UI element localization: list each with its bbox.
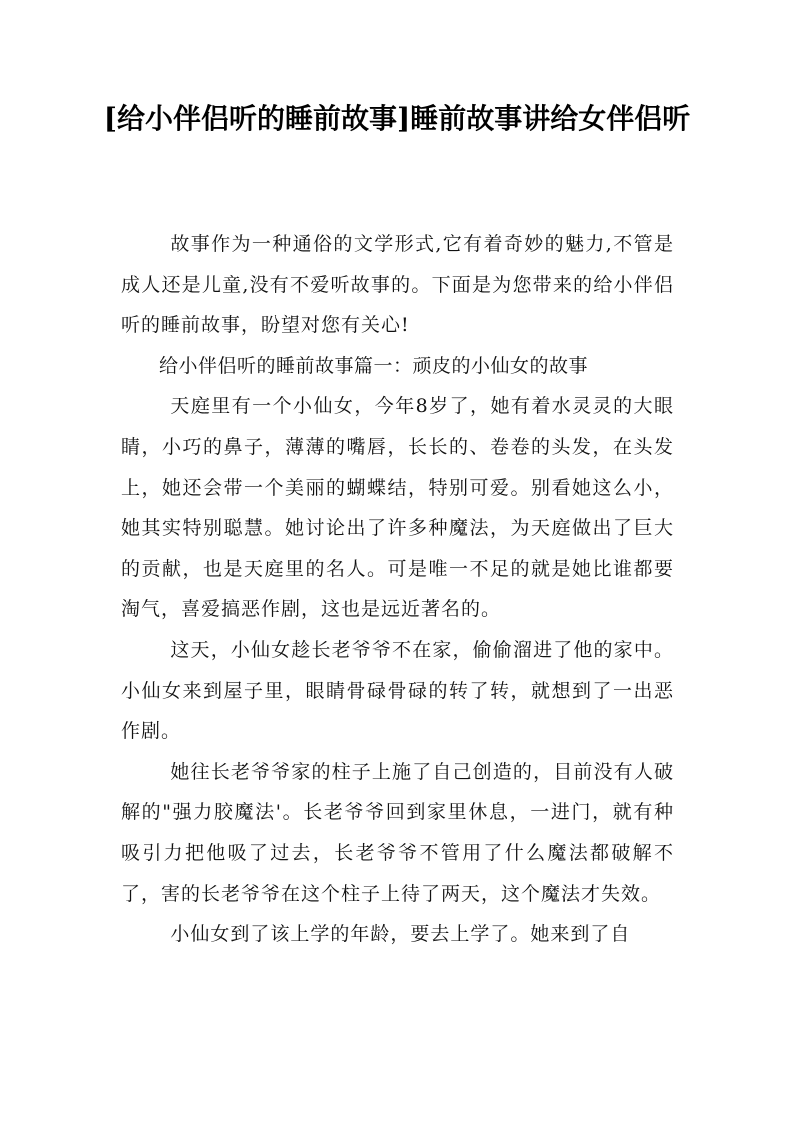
paragraph-story-4: 小仙女到了该上学的年龄，要去上学了。她来到了自: [170, 923, 631, 946]
paragraph-story-3: 她往长老爷爷家的柱子上施了自己创造的，目前没有人破解的"强力胶魔法'。长老爷爷回到家里休息，一进门，就有种吸引力把他吸了过去，长老爷爷不管用了什么魔法都破解不了，害的长老爷爷在这个柱子上待了两天，这个魔法才失效。: [121, 760, 674, 905]
document-body: [121, 224, 674, 955]
paragraph-story-2: 这天，小仙女趁长老爷爷不在家，偷偷溜进了他的家中。小仙女来到屋子里，眼睛骨碌骨碌的转了转，就想到了一出恶作剧。: [121, 638, 674, 743]
document-title: [给小伴侣听的睡前故事]睡前故事讲给女伴侣听: [103, 102, 691, 135]
paragraph-intro: 故事作为一种通俗的文学形式,它有着奇妙的魅力,不管是成人还是儿童,没有不爱听故事的。下面是为您带来的给小伴侣听的睡前故事，盼望对您有关心!: [121, 233, 674, 337]
paragraph-story-1: 天庭里有一个小仙女，今年8岁了，她有着水灵灵的大眼睛，小巧的鼻子，薄薄的嘴唇，长长的、卷卷的头发，在头发上，她还会带一个美丽的蝴蝶结，特别可爱。别看她这么小，她其实特别聪慧。她讨论出了许多种魔法，为天庭做出了巨大的贡献，也是天庭里的名人。可是唯一不足的就是她比谁都要淘气，喜爱搞恶作剧，这也是远近著名的。: [121, 395, 674, 621]
section-heading: 给小伴侣听的睡前故事篇一：顽皮的小仙女的故事: [159, 354, 589, 377]
